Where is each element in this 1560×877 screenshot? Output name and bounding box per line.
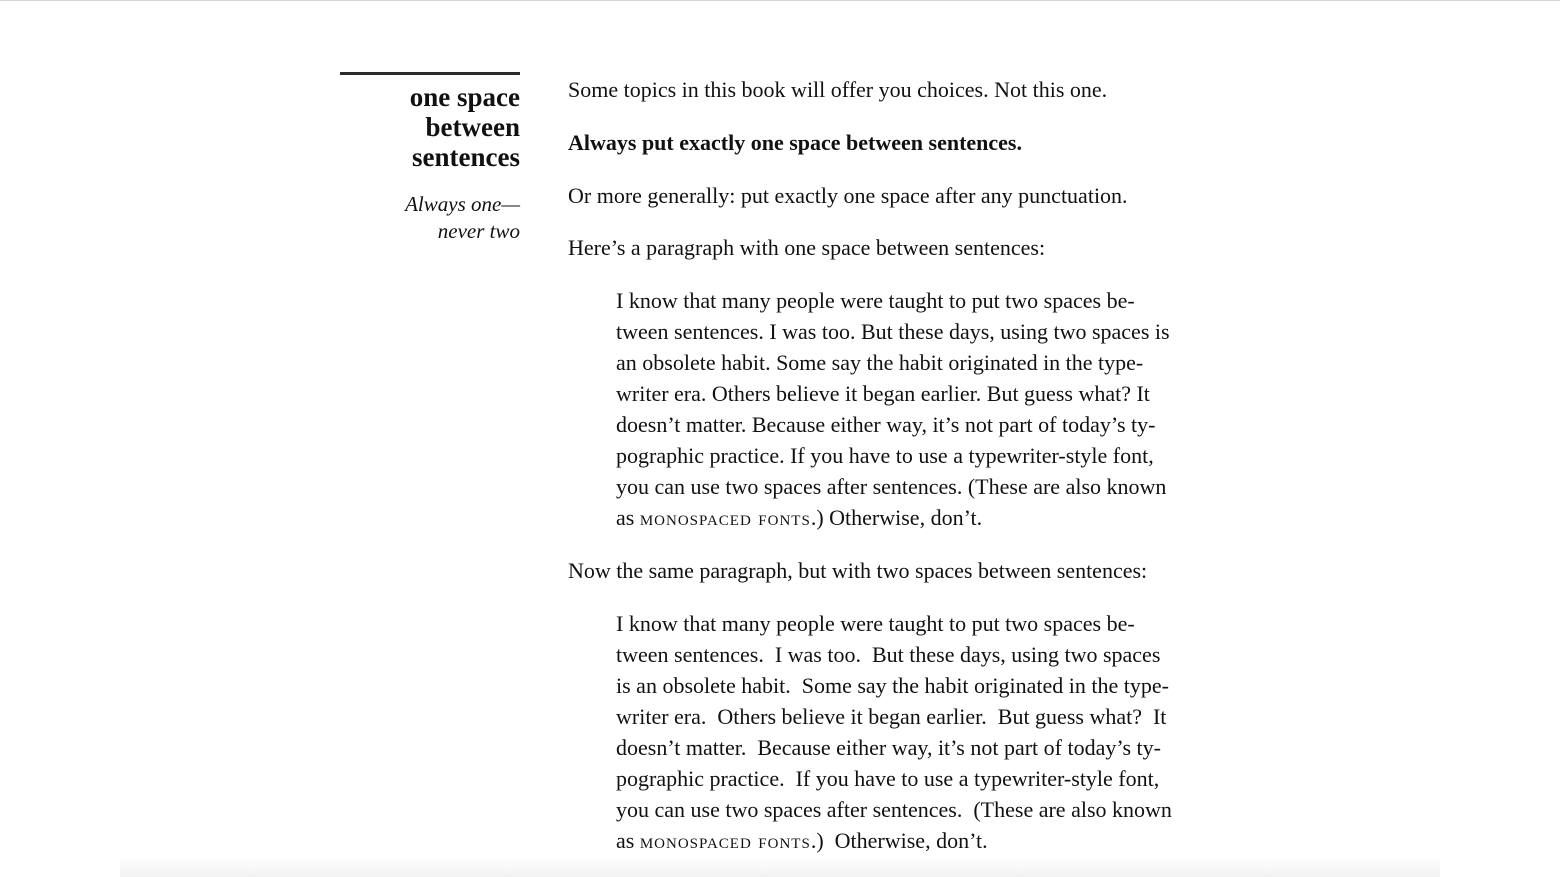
last-line-prefix: as <box>616 505 640 530</box>
section-title-line: one space <box>409 82 520 112</box>
blockquote-line: doesn’t matter. Because either way, it’s not part of today’s ty- <box>616 412 1156 437</box>
rule-statement: Always put exactly one space between sentences. <box>568 130 1022 155</box>
blockquote-line: pographic practice. If you have to use a typewriter-style font, <box>616 443 1154 468</box>
blockquote-line: doesn’t matter. Because either way, it’s not part of today’s ty- <box>616 735 1161 760</box>
blockquote-line: you can use two spaces after sentences. (These are also known <box>616 797 1172 822</box>
blockquote-last-line <box>616 502 1170 533</box>
section-summary-line: Always one— <box>405 192 520 216</box>
blockquote-line: an obsolete habit. Some say the habit originated in the type- <box>616 350 1144 375</box>
example-one-blockquote <box>616 285 1170 533</box>
general-rule-paragraph: Or more generally: put exactly one space after any punctuation. <box>568 183 1128 208</box>
blockquote-line: I know that many people were taught to put two spaces be- <box>616 288 1135 313</box>
blockquote-last-line <box>616 825 1172 856</box>
blockquote-line: tween sentences. I was too. But these days, using two spaces <box>616 642 1161 667</box>
blockquote-line: tween sentences. I was too. But these days, using two spaces is <box>616 319 1170 344</box>
section-title <box>330 82 520 172</box>
bottom-shadow <box>120 858 1440 877</box>
last-line-prefix: as <box>616 828 640 853</box>
top-divider <box>0 0 1560 1</box>
blockquote-line: is an obsolete habit. Some say the habit originated in the type- <box>616 673 1169 698</box>
section-title-line: sentences <box>412 142 520 172</box>
intro-paragraph: Some topics in this book will offer you choices. Not this one. <box>568 77 1108 102</box>
section-title-line: between <box>425 112 520 142</box>
sidebar-rule <box>340 72 520 75</box>
section-summary-line: never two <box>437 219 520 243</box>
last-line-suffix: .) Otherwise, don’t. <box>810 828 988 853</box>
blockquote-line: writer era. Others believe it began earlier. But guess what? It <box>616 704 1167 729</box>
blockquote-line: pographic practice. If you have to use a typewriter-style font, <box>616 766 1160 791</box>
last-line-suffix: .) Otherwise, don’t. <box>810 505 983 530</box>
blockquote-line: I know that many people were taught to put two spaces be- <box>616 611 1135 636</box>
example-two-blockquote <box>616 608 1172 856</box>
section-summary <box>330 191 520 245</box>
blockquote-line: writer era. Others believe it began earlier. But guess what? It <box>616 381 1150 406</box>
example-two-label: Now the same paragraph, but with two spaces between sentences: <box>568 558 1148 583</box>
blockquote-line: you can use two spaces after sentences. (These are also known <box>616 474 1167 499</box>
smallcaps-term: monospaced fonts <box>639 505 811 530</box>
smallcaps-term: monospaced fonts <box>639 828 811 853</box>
example-one-label: Here’s a paragraph with one space between sentences: <box>568 235 1046 260</box>
